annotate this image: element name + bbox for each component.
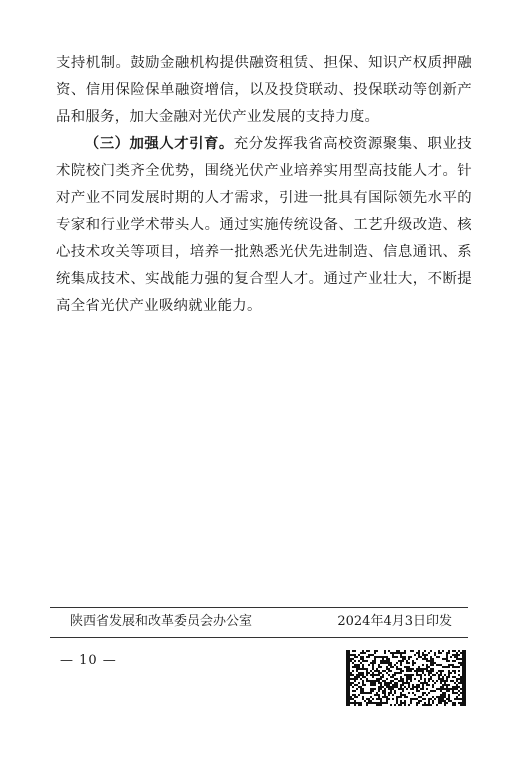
section-heading-talent: （三）加强人才引育。 — [84, 136, 234, 152]
paragraph-talent — [56, 131, 472, 320]
footer-top-rule — [50, 607, 468, 608]
footer-issuer: 陕西省发展和改革委员会办公室 — [70, 614, 253, 629]
barcode-image — [346, 650, 466, 706]
page-number: — 10 — — [60, 653, 117, 668]
document-body — [56, 50, 472, 320]
paragraph-financing-support: 支持机制。鼓励金融机构提供融资租赁、担保、知识产权质押融资、信用保险保单融资增信，以及投贷联动、投保联动等创新产品和服务，加大金融对光伏产业发展的支持力度。 — [56, 55, 472, 125]
footer-issue-date: 2024年4月3日印发 — [337, 614, 452, 629]
paragraph-talent-body: 充分发挥我省高校资源聚集、职业技术院校门类齐全优势，围绕光伏产业培养实用型高技能人才。针对产业不同发展时期的人才需求，引进一批具有国际领先水平的专家和行业学术带头人。通过实施传统设备、工艺升级改造、核心技术攻关等项目，培养一批熟悉光伏先进制造、信息通讯、系统集成技术、实战能力强的复合型人才。通过产业壮大，不断提高全省光伏产业吸纳就业能力。 — [56, 136, 472, 314]
footer-bottom-rule — [50, 637, 468, 638]
